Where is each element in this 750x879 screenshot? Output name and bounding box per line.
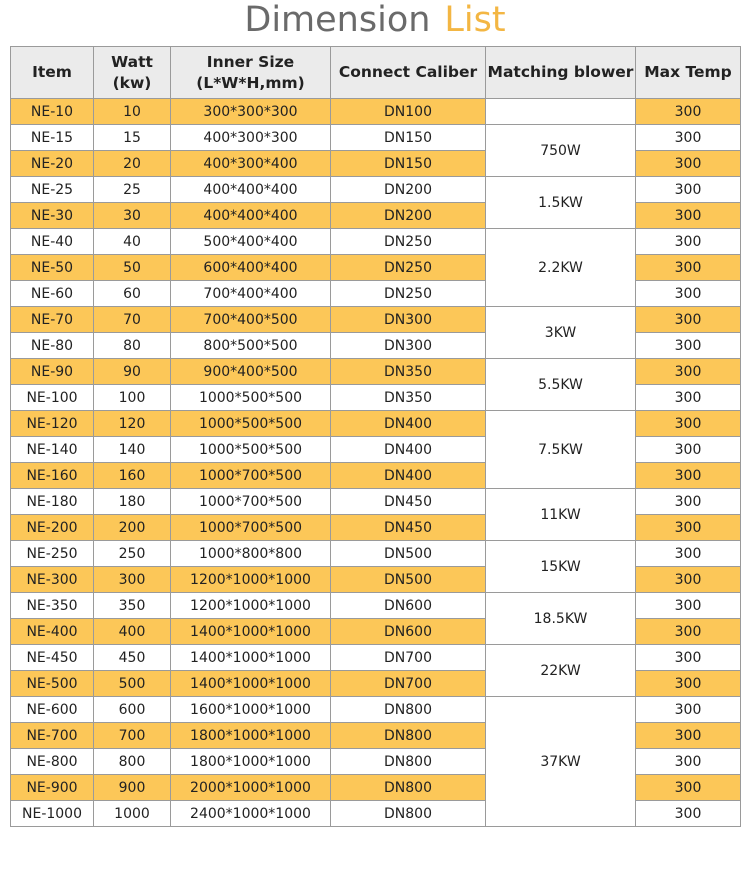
header-watt — [94, 47, 171, 99]
header-matching-blower: Matching blower — [486, 47, 636, 99]
cell-connect-caliber: DN450 — [331, 515, 486, 541]
table-header-row — [11, 47, 741, 99]
cell-connect-caliber: DN250 — [331, 281, 486, 307]
header-item: Item — [11, 47, 94, 99]
cell-inner-size: 1400*1000*1000 — [171, 619, 331, 645]
cell-max-temp: 300 — [636, 697, 741, 723]
cell-matching-blower: 18.5KW — [486, 593, 636, 645]
header-connect-caliber: Connect Caliber — [331, 47, 486, 99]
table-row — [11, 125, 741, 151]
cell-matching-blower: 750W — [486, 125, 636, 177]
cell-max-temp: 300 — [636, 723, 741, 749]
header-size-line1: Inner Size — [206, 52, 295, 71]
cell-inner-size: 700*400*500 — [171, 307, 331, 333]
cell-item: NE-800 — [11, 749, 94, 775]
dimension-table — [10, 46, 741, 827]
cell-connect-caliber: DN400 — [331, 437, 486, 463]
cell-connect-caliber: DN800 — [331, 697, 486, 723]
header-watt-line1: Watt — [111, 52, 153, 71]
cell-watt: 80 — [94, 333, 171, 359]
cell-inner-size: 1800*1000*1000 — [171, 723, 331, 749]
cell-connect-caliber: DN200 — [331, 177, 486, 203]
cell-connect-caliber: DN500 — [331, 541, 486, 567]
cell-inner-size: 400*300*400 — [171, 151, 331, 177]
cell-connect-caliber: DN800 — [331, 801, 486, 827]
cell-watt: 15 — [94, 125, 171, 151]
cell-inner-size: 400*300*300 — [171, 125, 331, 151]
cell-connect-caliber: DN150 — [331, 151, 486, 177]
cell-inner-size: 1600*1000*1000 — [171, 697, 331, 723]
cell-watt: 100 — [94, 385, 171, 411]
header-inner-size — [171, 47, 331, 99]
cell-watt: 20 — [94, 151, 171, 177]
cell-max-temp: 300 — [636, 541, 741, 567]
cell-inner-size: 1200*1000*1000 — [171, 593, 331, 619]
cell-item: NE-180 — [11, 489, 94, 515]
cell-item: NE-30 — [11, 203, 94, 229]
cell-connect-caliber: DN400 — [331, 411, 486, 437]
cell-connect-caliber: DN600 — [331, 593, 486, 619]
cell-max-temp: 300 — [636, 567, 741, 593]
table-row — [11, 489, 741, 515]
cell-connect-caliber: DN600 — [331, 619, 486, 645]
cell-inner-size: 2000*1000*1000 — [171, 775, 331, 801]
table-row — [11, 177, 741, 203]
title-list: List — [444, 0, 506, 40]
cell-item: NE-100 — [11, 385, 94, 411]
cell-connect-caliber: DN200 — [331, 203, 486, 229]
cell-item: NE-60 — [11, 281, 94, 307]
cell-connect-caliber: DN350 — [331, 385, 486, 411]
cell-watt: 250 — [94, 541, 171, 567]
table-row — [11, 645, 741, 671]
cell-watt: 1000 — [94, 801, 171, 827]
cell-max-temp: 300 — [636, 125, 741, 151]
cell-inner-size: 400*400*400 — [171, 177, 331, 203]
cell-watt: 90 — [94, 359, 171, 385]
cell-item: NE-50 — [11, 255, 94, 281]
cell-item: NE-350 — [11, 593, 94, 619]
cell-item: NE-20 — [11, 151, 94, 177]
page-title — [0, 0, 750, 44]
cell-watt: 800 — [94, 749, 171, 775]
cell-connect-caliber: DN300 — [331, 333, 486, 359]
cell-item: NE-25 — [11, 177, 94, 203]
title-dimension: Dimension — [244, 0, 431, 40]
cell-max-temp: 300 — [636, 281, 741, 307]
cell-inner-size: 400*400*400 — [171, 203, 331, 229]
cell-max-temp: 300 — [636, 255, 741, 281]
cell-item: NE-40 — [11, 229, 94, 255]
cell-item: NE-80 — [11, 333, 94, 359]
cell-watt: 300 — [94, 567, 171, 593]
cell-item: NE-140 — [11, 437, 94, 463]
cell-max-temp: 300 — [636, 619, 741, 645]
cell-inner-size: 1400*1000*1000 — [171, 671, 331, 697]
cell-connect-caliber: DN250 — [331, 229, 486, 255]
cell-max-temp: 300 — [636, 515, 741, 541]
cell-max-temp: 300 — [636, 385, 741, 411]
table-row — [11, 229, 741, 255]
cell-max-temp: 300 — [636, 177, 741, 203]
cell-max-temp: 300 — [636, 671, 741, 697]
cell-item: NE-15 — [11, 125, 94, 151]
table-row — [11, 359, 741, 385]
table-row — [11, 99, 741, 125]
header-max-temp: Max Temp — [636, 47, 741, 99]
cell-watt: 10 — [94, 99, 171, 125]
cell-watt: 120 — [94, 411, 171, 437]
cell-matching-blower: 22KW — [486, 645, 636, 697]
cell-watt: 160 — [94, 463, 171, 489]
cell-connect-caliber: DN700 — [331, 645, 486, 671]
cell-watt: 600 — [94, 697, 171, 723]
cell-watt: 400 — [94, 619, 171, 645]
cell-item: NE-70 — [11, 307, 94, 333]
cell-matching-blower: 15KW — [486, 541, 636, 593]
table-row — [11, 541, 741, 567]
cell-watt: 450 — [94, 645, 171, 671]
cell-inner-size: 1000*500*500 — [171, 385, 331, 411]
cell-matching-blower — [486, 99, 636, 125]
cell-inner-size: 600*400*400 — [171, 255, 331, 281]
cell-max-temp: 300 — [636, 99, 741, 125]
cell-inner-size: 1000*800*800 — [171, 541, 331, 567]
cell-watt: 900 — [94, 775, 171, 801]
table-row — [11, 593, 741, 619]
cell-inner-size: 800*500*500 — [171, 333, 331, 359]
cell-connect-caliber: DN700 — [331, 671, 486, 697]
cell-item: NE-1000 — [11, 801, 94, 827]
cell-max-temp: 300 — [636, 645, 741, 671]
table-row — [11, 697, 741, 723]
cell-inner-size: 500*400*400 — [171, 229, 331, 255]
cell-max-temp: 300 — [636, 801, 741, 827]
cell-inner-size: 1800*1000*1000 — [171, 749, 331, 775]
cell-inner-size: 300*300*300 — [171, 99, 331, 125]
header-size-line2: (L*W*H,mm) — [196, 73, 305, 92]
cell-max-temp: 300 — [636, 359, 741, 385]
cell-item: NE-250 — [11, 541, 94, 567]
cell-max-temp: 300 — [636, 151, 741, 177]
cell-inner-size: 1400*1000*1000 — [171, 645, 331, 671]
cell-max-temp: 300 — [636, 333, 741, 359]
cell-watt: 60 — [94, 281, 171, 307]
cell-max-temp: 300 — [636, 411, 741, 437]
cell-watt: 25 — [94, 177, 171, 203]
cell-max-temp: 300 — [636, 593, 741, 619]
cell-inner-size: 1200*1000*1000 — [171, 567, 331, 593]
cell-item: NE-90 — [11, 359, 94, 385]
cell-item: NE-900 — [11, 775, 94, 801]
cell-inner-size: 700*400*400 — [171, 281, 331, 307]
table-row — [11, 307, 741, 333]
cell-connect-caliber: DN150 — [331, 125, 486, 151]
header-watt-line2: (kw) — [112, 73, 152, 92]
cell-connect-caliber: DN800 — [331, 775, 486, 801]
cell-item: NE-300 — [11, 567, 94, 593]
cell-matching-blower: 7.5KW — [486, 411, 636, 489]
cell-connect-caliber: DN100 — [331, 99, 486, 125]
cell-inner-size: 900*400*500 — [171, 359, 331, 385]
cell-connect-caliber: DN300 — [331, 307, 486, 333]
cell-item: NE-160 — [11, 463, 94, 489]
cell-connect-caliber: DN350 — [331, 359, 486, 385]
cell-item: NE-600 — [11, 697, 94, 723]
cell-connect-caliber: DN400 — [331, 463, 486, 489]
cell-watt: 200 — [94, 515, 171, 541]
cell-item: NE-200 — [11, 515, 94, 541]
cell-watt: 140 — [94, 437, 171, 463]
cell-max-temp: 300 — [636, 203, 741, 229]
cell-watt: 70 — [94, 307, 171, 333]
cell-max-temp: 300 — [636, 229, 741, 255]
cell-matching-blower: 2.2KW — [486, 229, 636, 307]
cell-watt: 500 — [94, 671, 171, 697]
cell-inner-size: 1000*700*500 — [171, 515, 331, 541]
cell-max-temp: 300 — [636, 749, 741, 775]
cell-max-temp: 300 — [636, 775, 741, 801]
cell-matching-blower: 3KW — [486, 307, 636, 359]
cell-watt: 350 — [94, 593, 171, 619]
cell-inner-size: 2400*1000*1000 — [171, 801, 331, 827]
cell-watt: 50 — [94, 255, 171, 281]
cell-max-temp: 300 — [636, 437, 741, 463]
cell-inner-size: 1000*700*500 — [171, 489, 331, 515]
cell-watt: 40 — [94, 229, 171, 255]
table-body — [11, 99, 741, 827]
cell-inner-size: 1000*700*500 — [171, 463, 331, 489]
cell-matching-blower: 5.5KW — [486, 359, 636, 411]
cell-max-temp: 300 — [636, 463, 741, 489]
cell-max-temp: 300 — [636, 307, 741, 333]
cell-connect-caliber: DN450 — [331, 489, 486, 515]
cell-inner-size: 1000*500*500 — [171, 411, 331, 437]
cell-watt: 700 — [94, 723, 171, 749]
cell-item: NE-500 — [11, 671, 94, 697]
table-row — [11, 411, 741, 437]
cell-watt: 180 — [94, 489, 171, 515]
cell-connect-caliber: DN800 — [331, 749, 486, 775]
cell-watt: 30 — [94, 203, 171, 229]
cell-matching-blower: 11KW — [486, 489, 636, 541]
cell-matching-blower: 37KW — [486, 697, 636, 827]
cell-connect-caliber: DN800 — [331, 723, 486, 749]
cell-matching-blower: 1.5KW — [486, 177, 636, 229]
cell-connect-caliber: DN500 — [331, 567, 486, 593]
cell-item: NE-120 — [11, 411, 94, 437]
cell-item: NE-700 — [11, 723, 94, 749]
cell-inner-size: 1000*500*500 — [171, 437, 331, 463]
cell-item: NE-10 — [11, 99, 94, 125]
cell-connect-caliber: DN250 — [331, 255, 486, 281]
cell-item: NE-400 — [11, 619, 94, 645]
cell-item: NE-450 — [11, 645, 94, 671]
cell-max-temp: 300 — [636, 489, 741, 515]
